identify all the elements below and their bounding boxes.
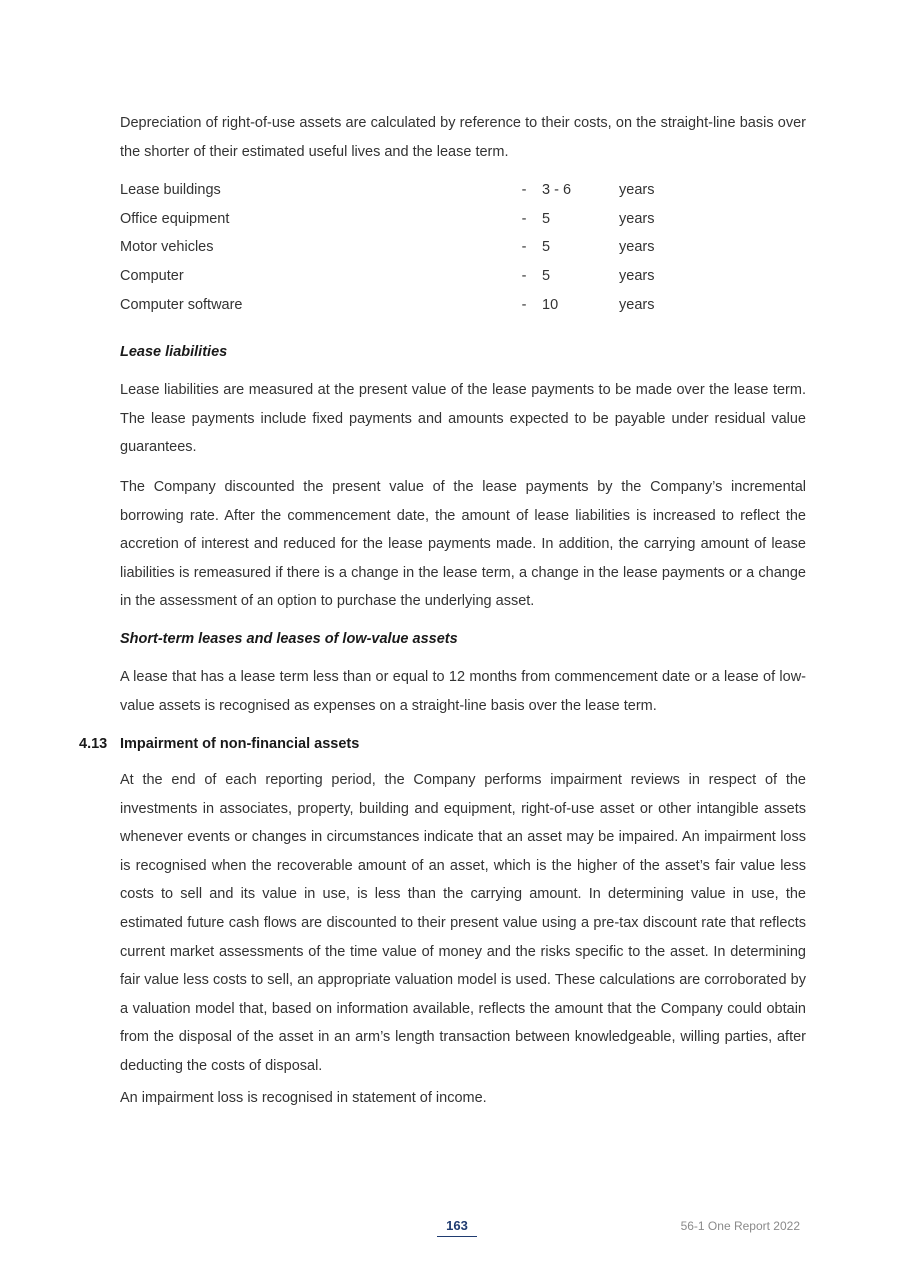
row-dash: - xyxy=(521,297,527,313)
impairment-paragraph-2: An impairment loss is recognised in statement of income. xyxy=(120,1090,487,1106)
row-value: 3 - 6 xyxy=(542,182,572,198)
table-row xyxy=(120,262,720,290)
row-label: Motor vehicles xyxy=(120,239,214,255)
lease-liabilities-heading: Lease liabilities xyxy=(120,344,228,360)
row-unit: years xyxy=(619,297,655,313)
report-name: 56-1 One Report 2022 xyxy=(680,1219,800,1233)
row-label: Computer software xyxy=(120,297,243,313)
table-row xyxy=(120,291,720,319)
row-value: 5 xyxy=(542,268,551,284)
short-term-leases-heading: Short-term leases and leases of low-value assets xyxy=(120,631,458,647)
row-value: 5 xyxy=(542,211,551,227)
impairment-paragraph-1: At the end of each reporting period, the Company performs impairment reviews in respect of the investments in associates, property, building and equipment, right-of-use asset or other intangible assets whenever events or changes in circumstances indicate that an asset may be impaired. An impairment loss is recognised when the recoverable amount of an asset, which is the higher of the asset’s fair value less costs to sell and its value in use, is less than the carrying amount. In determining value in use, the estimated future cash flows are discounted to their present value using a pre-tax discount rate that reflects current market assessments of the time value of money and the risks specific to the asset. In determining fair value less costs to sell, an appropriate valuation model is used. These calculations are corroborated by a valuation model that, based on information available, reflects the amount that the Company could obtain from the disposal of the asset in an arm’s length transaction between knowledgeable, willing parties, after deducting the costs of disposal. xyxy=(120,772,806,1074)
row-label: Office equipment xyxy=(120,211,230,227)
page-number: 163 xyxy=(437,1218,477,1237)
row-label: Lease buildings xyxy=(120,182,221,198)
row-unit: years xyxy=(619,239,655,255)
row-dash: - xyxy=(521,211,527,227)
row-dash: - xyxy=(521,182,527,198)
section-title: Impairment of non-financial assets xyxy=(120,736,360,752)
table-row xyxy=(120,176,720,204)
row-value: 10 xyxy=(542,297,559,313)
intro-paragraph: Depreciation of right-of-use assets are calculated by reference to their costs, on the straight-line basis over the shorter of their estimated useful lives and the lease term. xyxy=(120,115,806,160)
section-number: 4.13 xyxy=(79,736,108,752)
row-value: 5 xyxy=(542,239,551,255)
table-row xyxy=(120,205,720,233)
row-dash: - xyxy=(521,268,527,284)
row-label: Computer xyxy=(120,268,184,284)
row-dash: - xyxy=(521,239,527,255)
lease-liabilities-paragraph-2: The Company discounted the present value of the lease payments by the Company’s incremental borrowing rate. After the commencement date, the amount of lease liabilities is increased to reflect the accretion of interest and reduced for the lease payments made. In addition, the carrying amount of lease liabilities is remeasured if there is a change in the lease term, a change in the lease payments or a change in the assessment of an option to purchase the underlying asset. xyxy=(120,479,806,610)
short-term-leases-paragraph: A lease that has a lease term less than or equal to 12 months from commencement date or a lease of low-value assets is recognised as expenses on a straight-line basis over the lease term. xyxy=(120,669,806,714)
lease-liabilities-paragraph-1: Lease liabilities are measured at the present value of the lease payments to be made over the lease term. The lease payments include fixed payments and amounts expected to be payable under residual value guarantees. xyxy=(120,382,806,456)
table-row xyxy=(120,233,720,261)
row-unit: years xyxy=(619,268,655,284)
row-unit: years xyxy=(619,211,655,227)
row-unit: years xyxy=(619,182,655,198)
